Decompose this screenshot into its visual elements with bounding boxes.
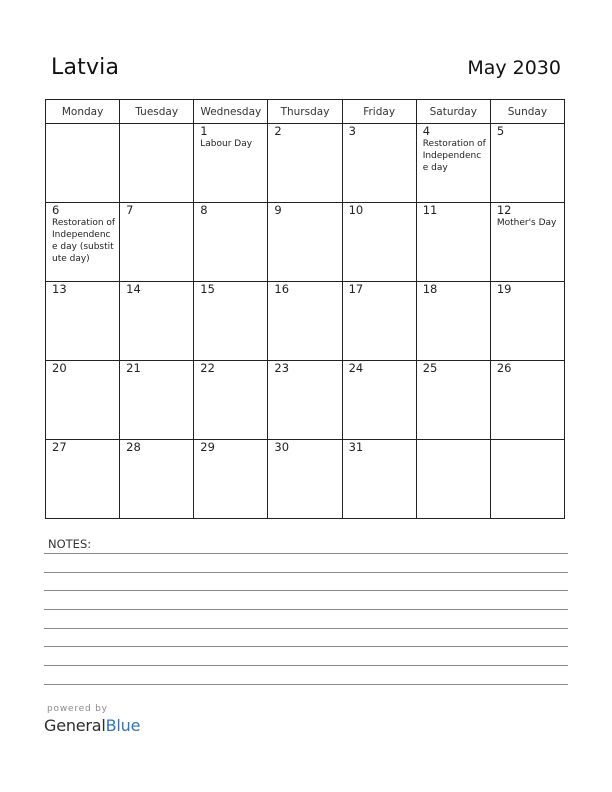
weekday-header: Wednesday [194,100,268,124]
day-number: 9 [274,203,282,217]
day-cell [342,282,416,361]
notes-label: NOTES: [48,537,92,551]
weekday-header: Sunday [490,100,564,124]
day-number: 8 [200,203,208,217]
day-cell [194,124,268,203]
day-number: 15 [200,282,215,296]
notes-line [44,665,568,666]
day-cell [416,203,490,282]
day-cell [120,361,194,440]
day-number: 29 [200,440,215,454]
weekday-header: Friday [342,100,416,124]
day-cell [46,440,120,519]
day-number: 19 [496,282,512,296]
country-title: Latvia [51,55,120,80]
day-number: 30 [274,440,290,454]
logo-general-text: General [44,716,106,735]
day-number: 3 [348,124,356,138]
notes-line [44,609,568,610]
holiday-label: Mother's Day [496,218,557,228]
logo-blue-text: Blue [105,716,141,735]
week-row [46,282,565,361]
notes-line [44,590,568,591]
day-number: 16 [274,282,290,296]
day-number: 17 [348,282,364,296]
notes-line [44,628,568,629]
day-cell [268,282,342,361]
day-cell [342,361,416,440]
day-cell [194,440,268,519]
weekday-header: Thursday [268,100,342,124]
day-cell [490,361,564,440]
day-cell [268,361,342,440]
day-number: 11 [422,203,438,217]
day-number: 5 [496,124,505,138]
week-row [46,203,565,282]
day-cell [120,440,194,519]
day-number: 18 [422,282,438,296]
day-number: 26 [496,361,512,375]
day-number: 20 [52,361,67,375]
day-number: 24 [348,361,364,375]
month-title: May 2030 [467,57,561,79]
day-cell [416,124,490,203]
day-cell [194,203,268,282]
day-number: 7 [126,203,134,217]
day-number: 25 [422,361,438,375]
weekday-header: Monday [46,100,120,124]
notes-line [44,684,568,685]
holiday-label: Restoration of Independence day [422,139,486,173]
weekday-header-row [46,100,565,124]
powered-by-text: powered by [47,704,108,714]
weekday-header: Saturday [416,100,490,124]
week-row [46,440,565,519]
day-number: 10 [348,203,364,217]
day-number: 13 [52,282,67,296]
day-cell [490,203,564,282]
day-cell [46,282,120,361]
holiday-label: Restoration of Independence day (substitute day) [52,218,116,264]
day-number: 28 [126,440,141,454]
notes-line [44,553,568,554]
day-cell [490,440,564,519]
calendar-grid [45,99,565,519]
day-cell [268,124,342,203]
day-number: 27 [52,440,67,454]
day-cell [490,282,564,361]
week-row [46,124,565,203]
day-cell [416,440,490,519]
day-cell [490,124,564,203]
day-number: 2 [274,124,282,138]
day-cell [416,282,490,361]
day-number: 14 [126,282,141,296]
day-number: 31 [348,440,364,454]
day-cell [120,282,194,361]
day-cell [46,361,120,440]
day-cell [268,440,342,519]
day-cell [46,124,120,203]
day-cell [46,203,120,282]
day-cell [194,361,268,440]
day-number: 23 [274,361,290,375]
day-cell [120,124,194,203]
generalblue-logo[interactable] [44,716,140,735]
notes-line [44,572,568,573]
day-cell [342,124,416,203]
day-cell [342,203,416,282]
holiday-label: Labour Day [200,139,253,149]
weekday-header: Tuesday [120,100,194,124]
day-cell [416,361,490,440]
week-row [46,361,565,440]
day-number: 6 [52,203,60,217]
day-number: 12 [496,203,512,217]
day-number: 4 [422,124,431,138]
day-cell [120,203,194,282]
day-cell [268,203,342,282]
day-cell [342,440,416,519]
notes-line [44,646,568,647]
day-number: 21 [126,361,141,375]
day-number: 22 [200,361,215,375]
day-cell [194,282,268,361]
day-number: 1 [200,124,208,138]
